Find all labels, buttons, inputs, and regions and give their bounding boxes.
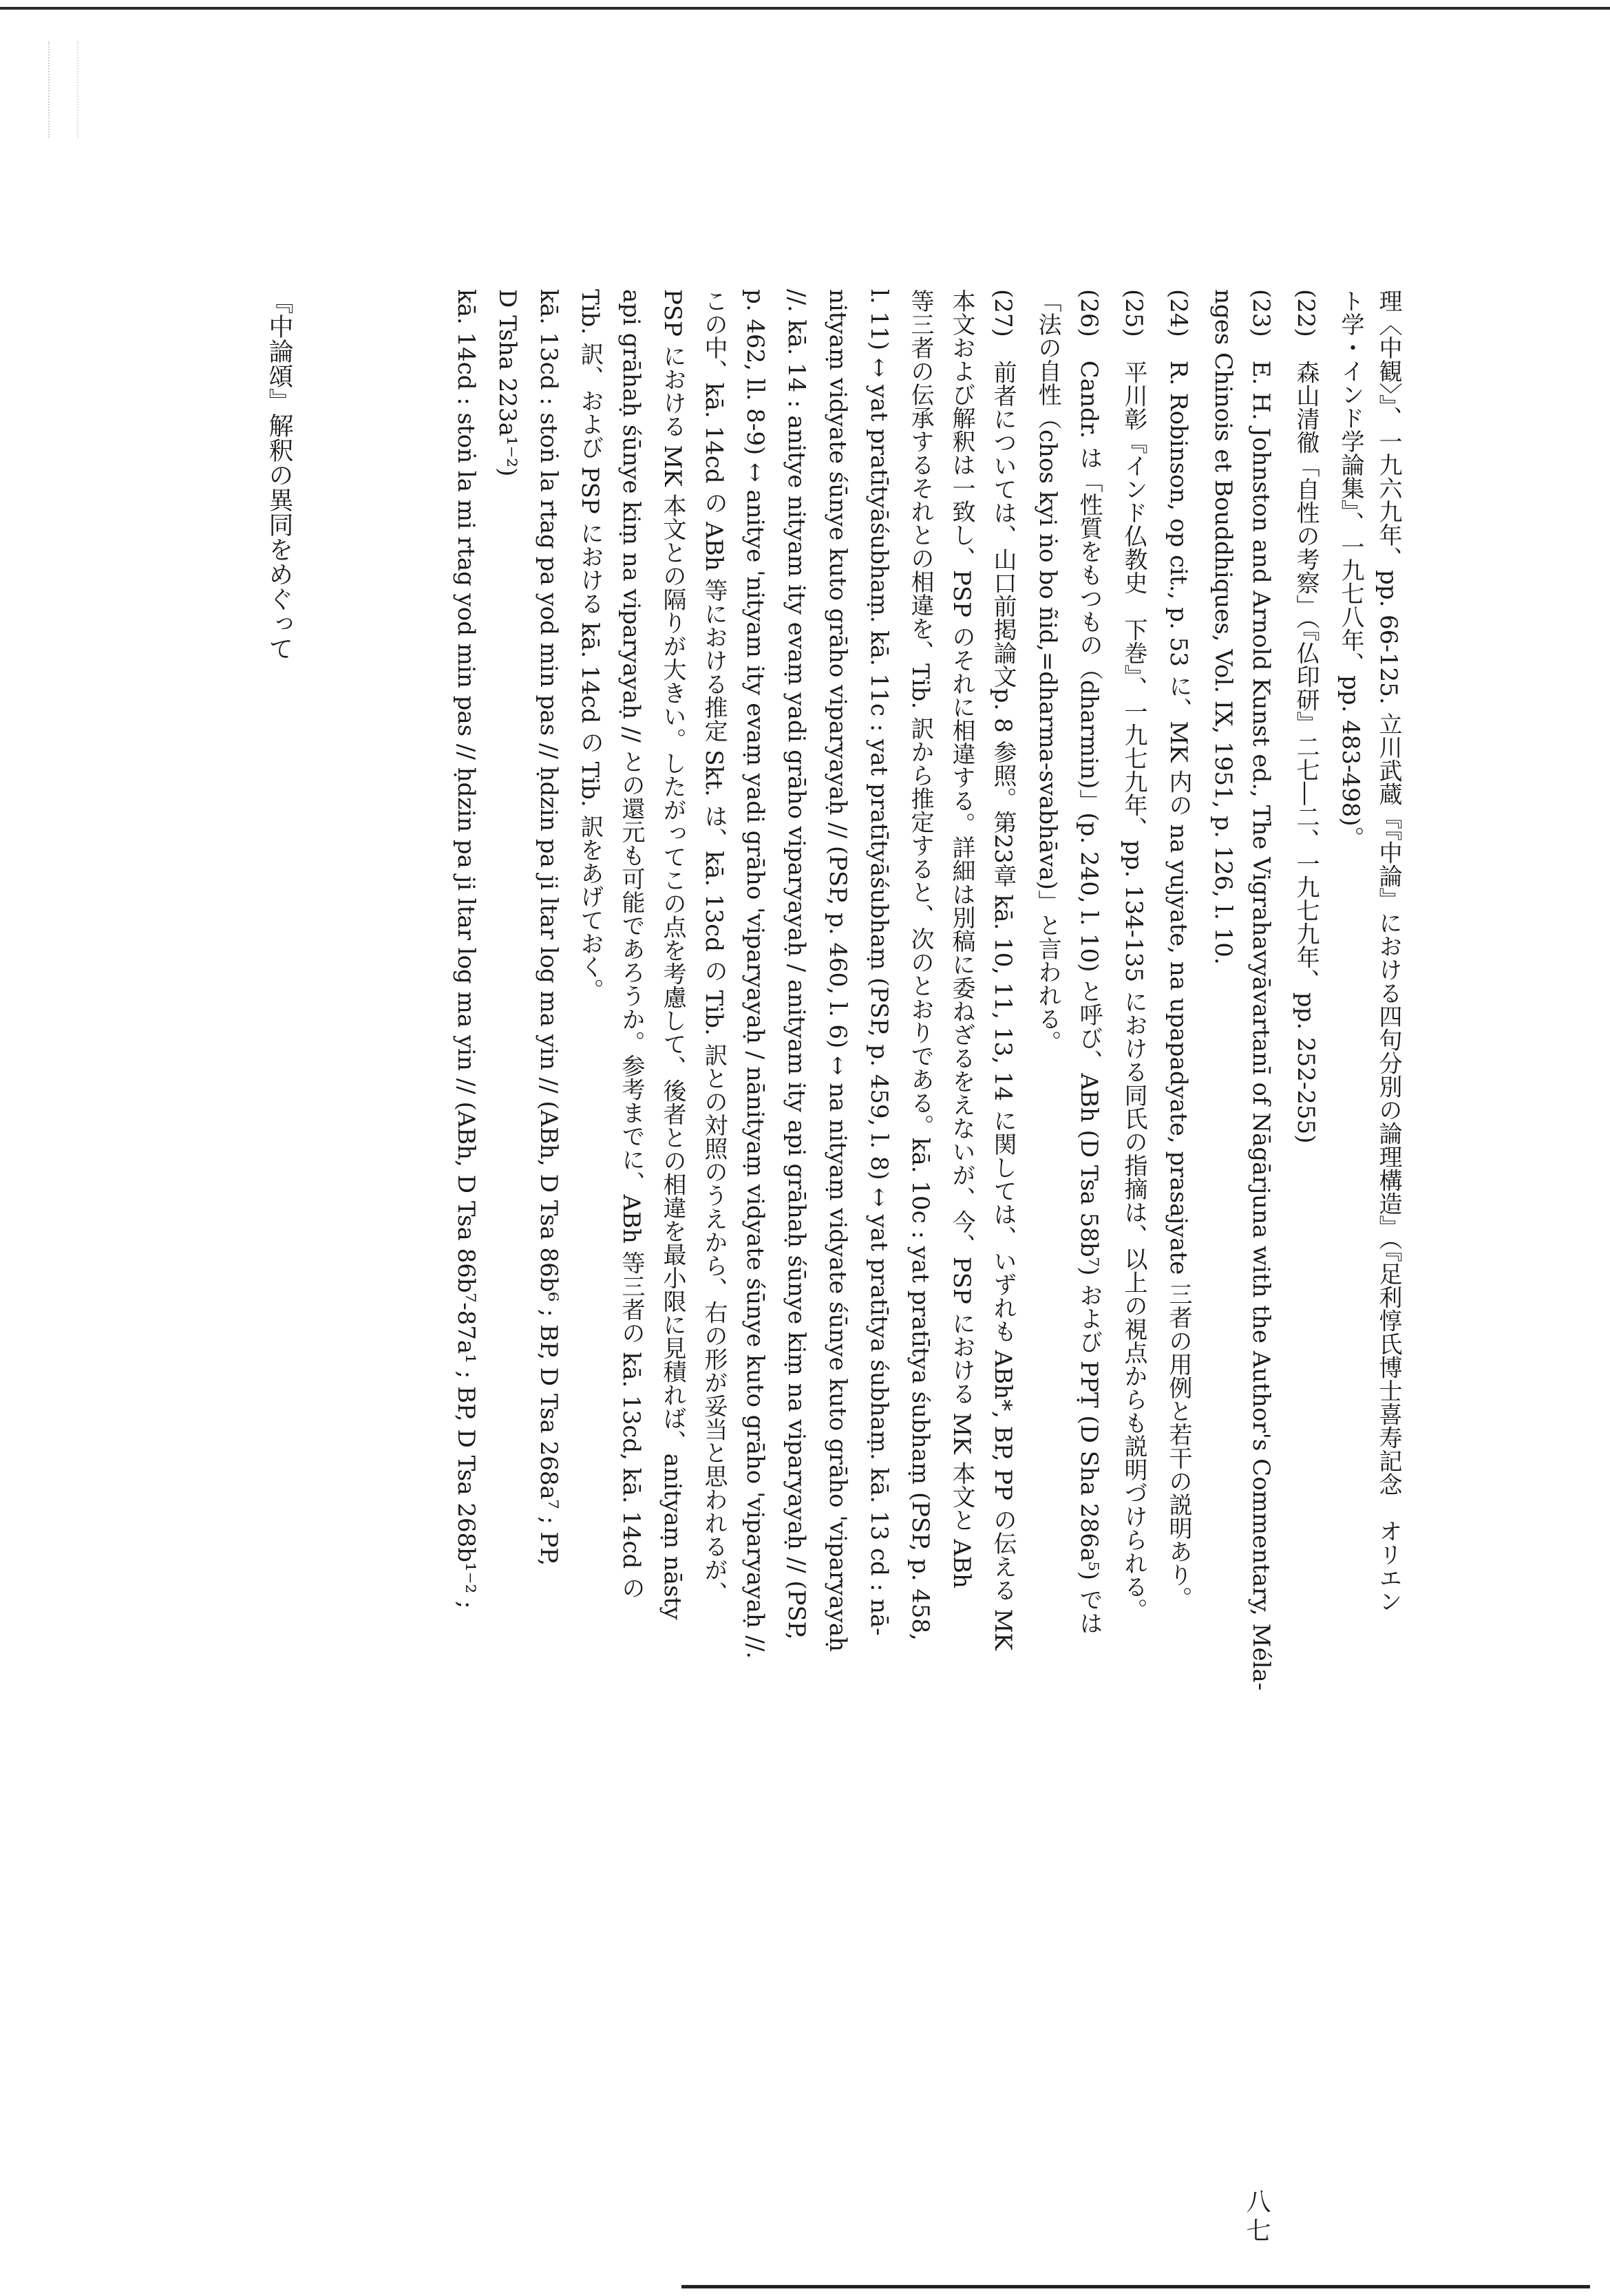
scan-marks <box>48 41 78 138</box>
bottom-rule <box>681 2285 1590 2288</box>
note-22: (22) 森山清徹「自性の考察」（『仏印研』二七―二、一九七九年、pp. 252-255) <box>1292 289 1320 1144</box>
text-line-2: ト学・インド学論集』、一九七八年、pp. 483-498)。 <box>1337 289 1364 850</box>
note-27-line-4: l. 11) ↔ yat pratītyāśubhaṃ. kā. 11c : yat pratītyāśubhaṃ (PSP, p. 459, l. 8) ↔ yat pratītya śubhaṃ. kā. 13 cd : nā- <box>865 289 893 1636</box>
note-27-line-7: p. 462, ll. 8-9) ↔ anitye 'nityam ity evaṃ yadi grāho 'viparyayaḥ / nānityaṃ vidyate śūnye kuto grāho 'viparyayaḥ //. <box>741 289 769 1659</box>
note-25: (25) 平川彰『インド仏教史 下巻』、一九七九年、pp. 134-135 における同氏の指摘は、以上の視点からも説明づけられる。 <box>1120 289 1147 1622</box>
note-24: (24) R. Robinson, op cit., p. 53 に、MK 内の na yujyate, na upapadyate, prasajyate 三者の用例と若干の説明あり。 <box>1165 289 1192 1611</box>
top-rule <box>0 7 1610 10</box>
ka-13cd-line-1: kā. 13cd : stoṅ la rtag pa yod min pas // ḥdzin pa ji ltar log ma yin // (ABh, D Tsa 86b⁶ ; BP, D Tsa 268a⁷ ; PP, <box>535 289 562 1566</box>
note-27-line-11: Tib. 訳、および PSP における kā. 14cd の Tib. 訳をあげておく。 <box>576 289 604 1002</box>
running-title: 『中論頌』解釈の異同をめぐって <box>265 289 293 661</box>
note-27-line-10: api grāhaḥ śūnye kiṃ na viparyayaḥ // との還元も可能であろうか。参考までに、ABh 等三者の kā. 13cd, kā. 14cd の <box>617 289 645 1600</box>
note-27-line-3: 等三者の伝承するそれとの相違を、Tib. 訳から推定すると、次のとおりである。kā. 10c : yat pratītya śubhaṃ (PSP, p. 458, <box>907 289 934 1641</box>
note-27-line-5: nityaṃ vidyate śūnye kuto grāho viparyayaḥ // (PSP, p. 460, l. 6) ↔ na nityaṃ vidyate śūnye kuto grāho 'viparyayaḥ <box>824 289 851 1652</box>
note-27-line-9: PSP における MK 本文との隔りが大きい。したがってこの点を考慮して、後者との相違を最小限に見積れば、anityaṃ nāsty <box>659 289 686 1620</box>
note-27-line-1: (27) 前者については、山口前掲論文p. 8 参照。第23章 kā. 10, 11, 13, 14 に関しては、いずれも ABh*, BP, PP の伝える MK <box>989 289 1017 1650</box>
text-line-1: 理〈中観〉』、一九六九年、pp. 66-125. 立川武蔵『『中論』における四句分別の論理構造』（『足利惇氏博士喜寿記念 オリエン <box>1375 289 1402 1613</box>
note-27-line-2: 本文および解釈は一致し、PSP のそれに相違する。詳細は別稿に委ねざるをえないが、今、PSP における MK 本文と ABh <box>948 289 975 1588</box>
note-27-line-8: この中、kā. 14cd の ABh 等における推定 Skt. は、kā. 13cd の Tib. 訳との対照のうえから、右の形が妥当と思われるが、 <box>700 289 728 1605</box>
note-23-line-2: nges Chinois et Bouddhiques, Vol. IX, 1951, p. 126, l. 10. <box>1209 289 1237 965</box>
page-number: 八七 <box>1242 2189 1271 2246</box>
note-26-line-2: 「法の自性（chos kyi ṅo bo ñid,=dharma-svabhāva)」と言われる。 <box>1034 289 1061 1054</box>
note-23-line-1: (23) E. H. Johnston and Arnold Kunst ed., The Vigrahavyāvartanī of Nāgārjuna with the Author's Commentary, Méla- <box>1247 289 1275 1691</box>
ka-14cd-line: kā. 14cd : stoṅ la mi rtag yod min pas // ḥdzin pa ji ltar log ma yin // (ABh, D Tsa 86b⁷-87a¹ ; BP, D Tsa 268b¹⁻² ; <box>452 289 480 1609</box>
note-27-line-6: //. kā. 14 : anitye nityam ity evaṃ yadi grāho viparyayaḥ / anityam ity api grāhaḥ śūnye kiṃ na viparyayaḥ // (PSP, <box>783 289 810 1640</box>
note-26-line-1: (26) Candr. は「性質をもつもの（dharmin)」(p. 240, l. 10) と呼び、ABh (D Tsa 58b⁷) および PPṬ (D Sha 286a⁵) では <box>1075 289 1103 1635</box>
ka-13cd-line-2: D Tsha 223a¹⁻²) <box>494 289 521 477</box>
